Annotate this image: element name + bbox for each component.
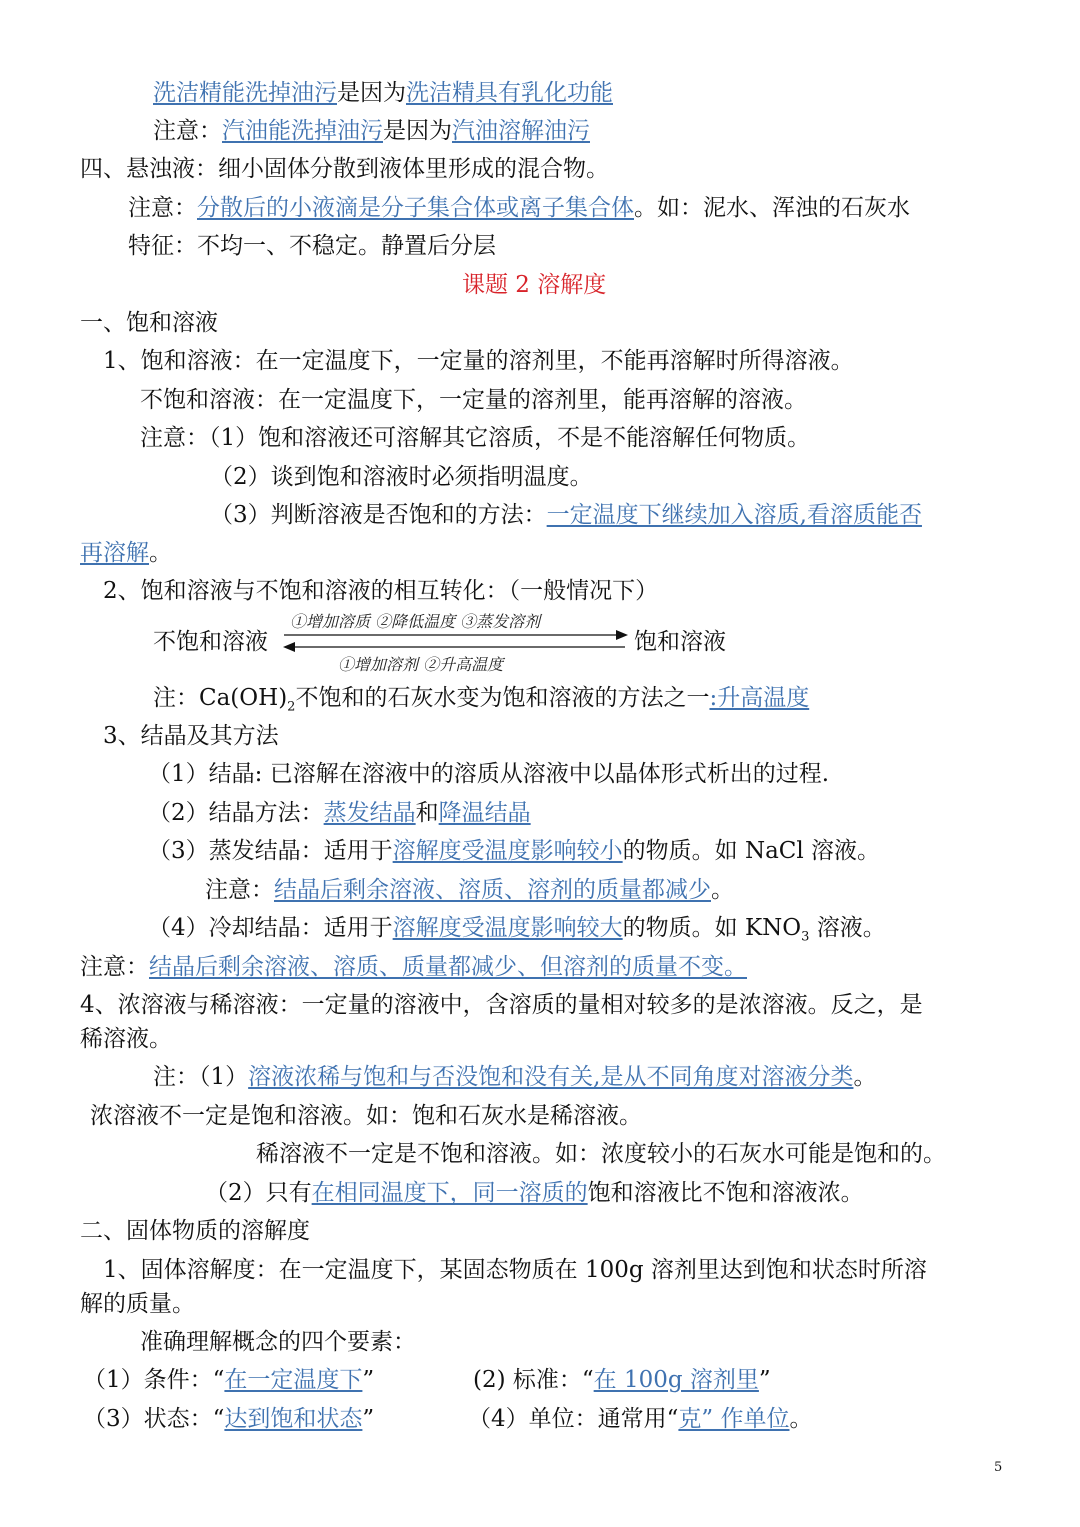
conc-example-1: 浓溶液不一定是饱和溶液。如：饱和石灰水是稀溶液。 xyxy=(90,1103,642,1129)
crystal-3: （3）蒸发结晶：适用于溶解度受温度影响较小的物质。如 NaCl 溶液。 xyxy=(148,838,881,864)
diagram-bottom-text: ①增加溶剂 ②升高温度 xyxy=(338,655,504,674)
heading-solubility: 二、固体物质的溶解度 xyxy=(80,1218,310,1244)
arrow-left-head xyxy=(283,642,295,652)
heading-crystallization: 3、结晶及其方法 xyxy=(103,723,279,749)
hl: 洗洁精具有乳化功能 xyxy=(406,80,613,106)
crystal-2: （2）结晶方法：蒸发结晶和降温结晶 xyxy=(148,800,531,826)
element-state: （3）状态：“达到饱和状态” xyxy=(83,1406,375,1432)
conc-note-2: （2）只有在相同温度下，同一溶质的饱和溶液比不饱和溶液浓。 xyxy=(205,1180,864,1206)
diagram-arrows xyxy=(280,628,632,654)
element-standard: (2) 标准：“在 100g 溶剂里” xyxy=(473,1367,771,1393)
crystal-4: （4）冷却结晶：适用于溶解度受温度影响较大的物质。如 $KNO_3$ 溶液。 xyxy=(148,915,886,945)
note-1: 注意：（1）饱和溶液还可溶解其它溶质，不是不能溶解任何物质。 xyxy=(140,425,811,451)
heading-saturated: 一、饱和溶液 xyxy=(80,310,218,336)
arrow-right-head xyxy=(616,630,628,640)
crystal-1: （1）结晶: 已溶解在溶液中的溶质从溶液中以晶体形式析出的过程. xyxy=(148,761,830,787)
line-feature: 特征：不均一、不稳定。静置后分层 xyxy=(128,233,496,259)
heading-suspension: 四、悬浊液：细小固体分散到液体里形成的混合物。 xyxy=(80,156,609,182)
line-suspension-note: 注意：分散后的小液滴是分子集合体或离子集合体。如：泥水、浑浊的石灰水 xyxy=(128,195,910,221)
note-3-cont: 再溶解。 xyxy=(80,540,172,566)
def-unsaturated: 不饱和溶液：在一定温度下，一定量的溶剂里，能再溶解的溶液。 xyxy=(140,387,807,413)
note-2: （2）谈到饱和溶液时必须指明温度。 xyxy=(210,464,593,490)
crystal-4-note: 注意：结晶后剩余溶液、溶质、质量都减少、但溶剂的质量不变。 xyxy=(80,954,747,980)
heading-conversion: 2、饱和溶液与不饱和溶液的相互转化：（一般情况下） xyxy=(103,578,659,604)
def-solubility-cont: 解的质量。 xyxy=(80,1291,195,1317)
hl: 洗洁精能洗掉油污 xyxy=(153,80,337,106)
def-concentrated: 4、浓溶液与稀溶液：一定量的溶液中，含溶质的量相对较多的是浓溶液。反之，是 xyxy=(80,992,923,1018)
conc-example-2: 稀溶液不一定是不饱和溶液。如：浓度较小的石灰水可能是饱和的。 xyxy=(256,1141,946,1167)
four-elements: 准确理解概念的四个要素： xyxy=(140,1329,416,1355)
diagram-top-text: ①增加溶质 ②降低温度 ③蒸发溶剂 xyxy=(290,612,541,631)
line-detergent: 洗洁精能洗掉油污是因为洗洁精具有乳化功能 xyxy=(153,80,613,106)
line-gasoline: 注意：汽油能洗掉油污是因为汽油溶解油污 xyxy=(153,118,590,144)
diagram-left-label: 不饱和溶液 xyxy=(153,629,268,655)
note-caoh2: 注：$Ca(OH)_2$不饱和的石灰水变为饱和溶液的方法之一:升高温度 xyxy=(153,685,810,715)
def-saturated: 1、饱和溶液：在一定温度下，一定量的溶剂里，不能再溶解时所得溶液。 xyxy=(103,348,854,374)
def-concentrated-cont: 稀溶液。 xyxy=(80,1026,172,1052)
crystal-3-note: 注意：结晶后剩余溶液、溶质、溶剂的质量都减少。 xyxy=(205,877,734,903)
element-condition: （1）条件：“在一定温度下” xyxy=(83,1367,375,1393)
note-3: （3）判断溶液是否饱和的方法：一定温度下继续加入溶质,看溶质能否 xyxy=(210,502,922,528)
element-unit: （4）单位：通常用“克” 作单位。 xyxy=(468,1406,813,1432)
page-number: 5 xyxy=(994,1460,1003,1475)
def-solubility: 1、固体溶解度：在一定温度下，某固态物质在 100g 溶剂里达到饱和状态时所溶 xyxy=(103,1257,927,1283)
conc-note-1: 注：（1）溶液浓稀与饱和与否没饱和没有关,是从不同角度对溶液分类。 xyxy=(153,1064,877,1090)
section-title: 课题 2 溶解度 xyxy=(462,272,607,298)
diagram-right-label: 饱和溶液 xyxy=(634,629,726,655)
